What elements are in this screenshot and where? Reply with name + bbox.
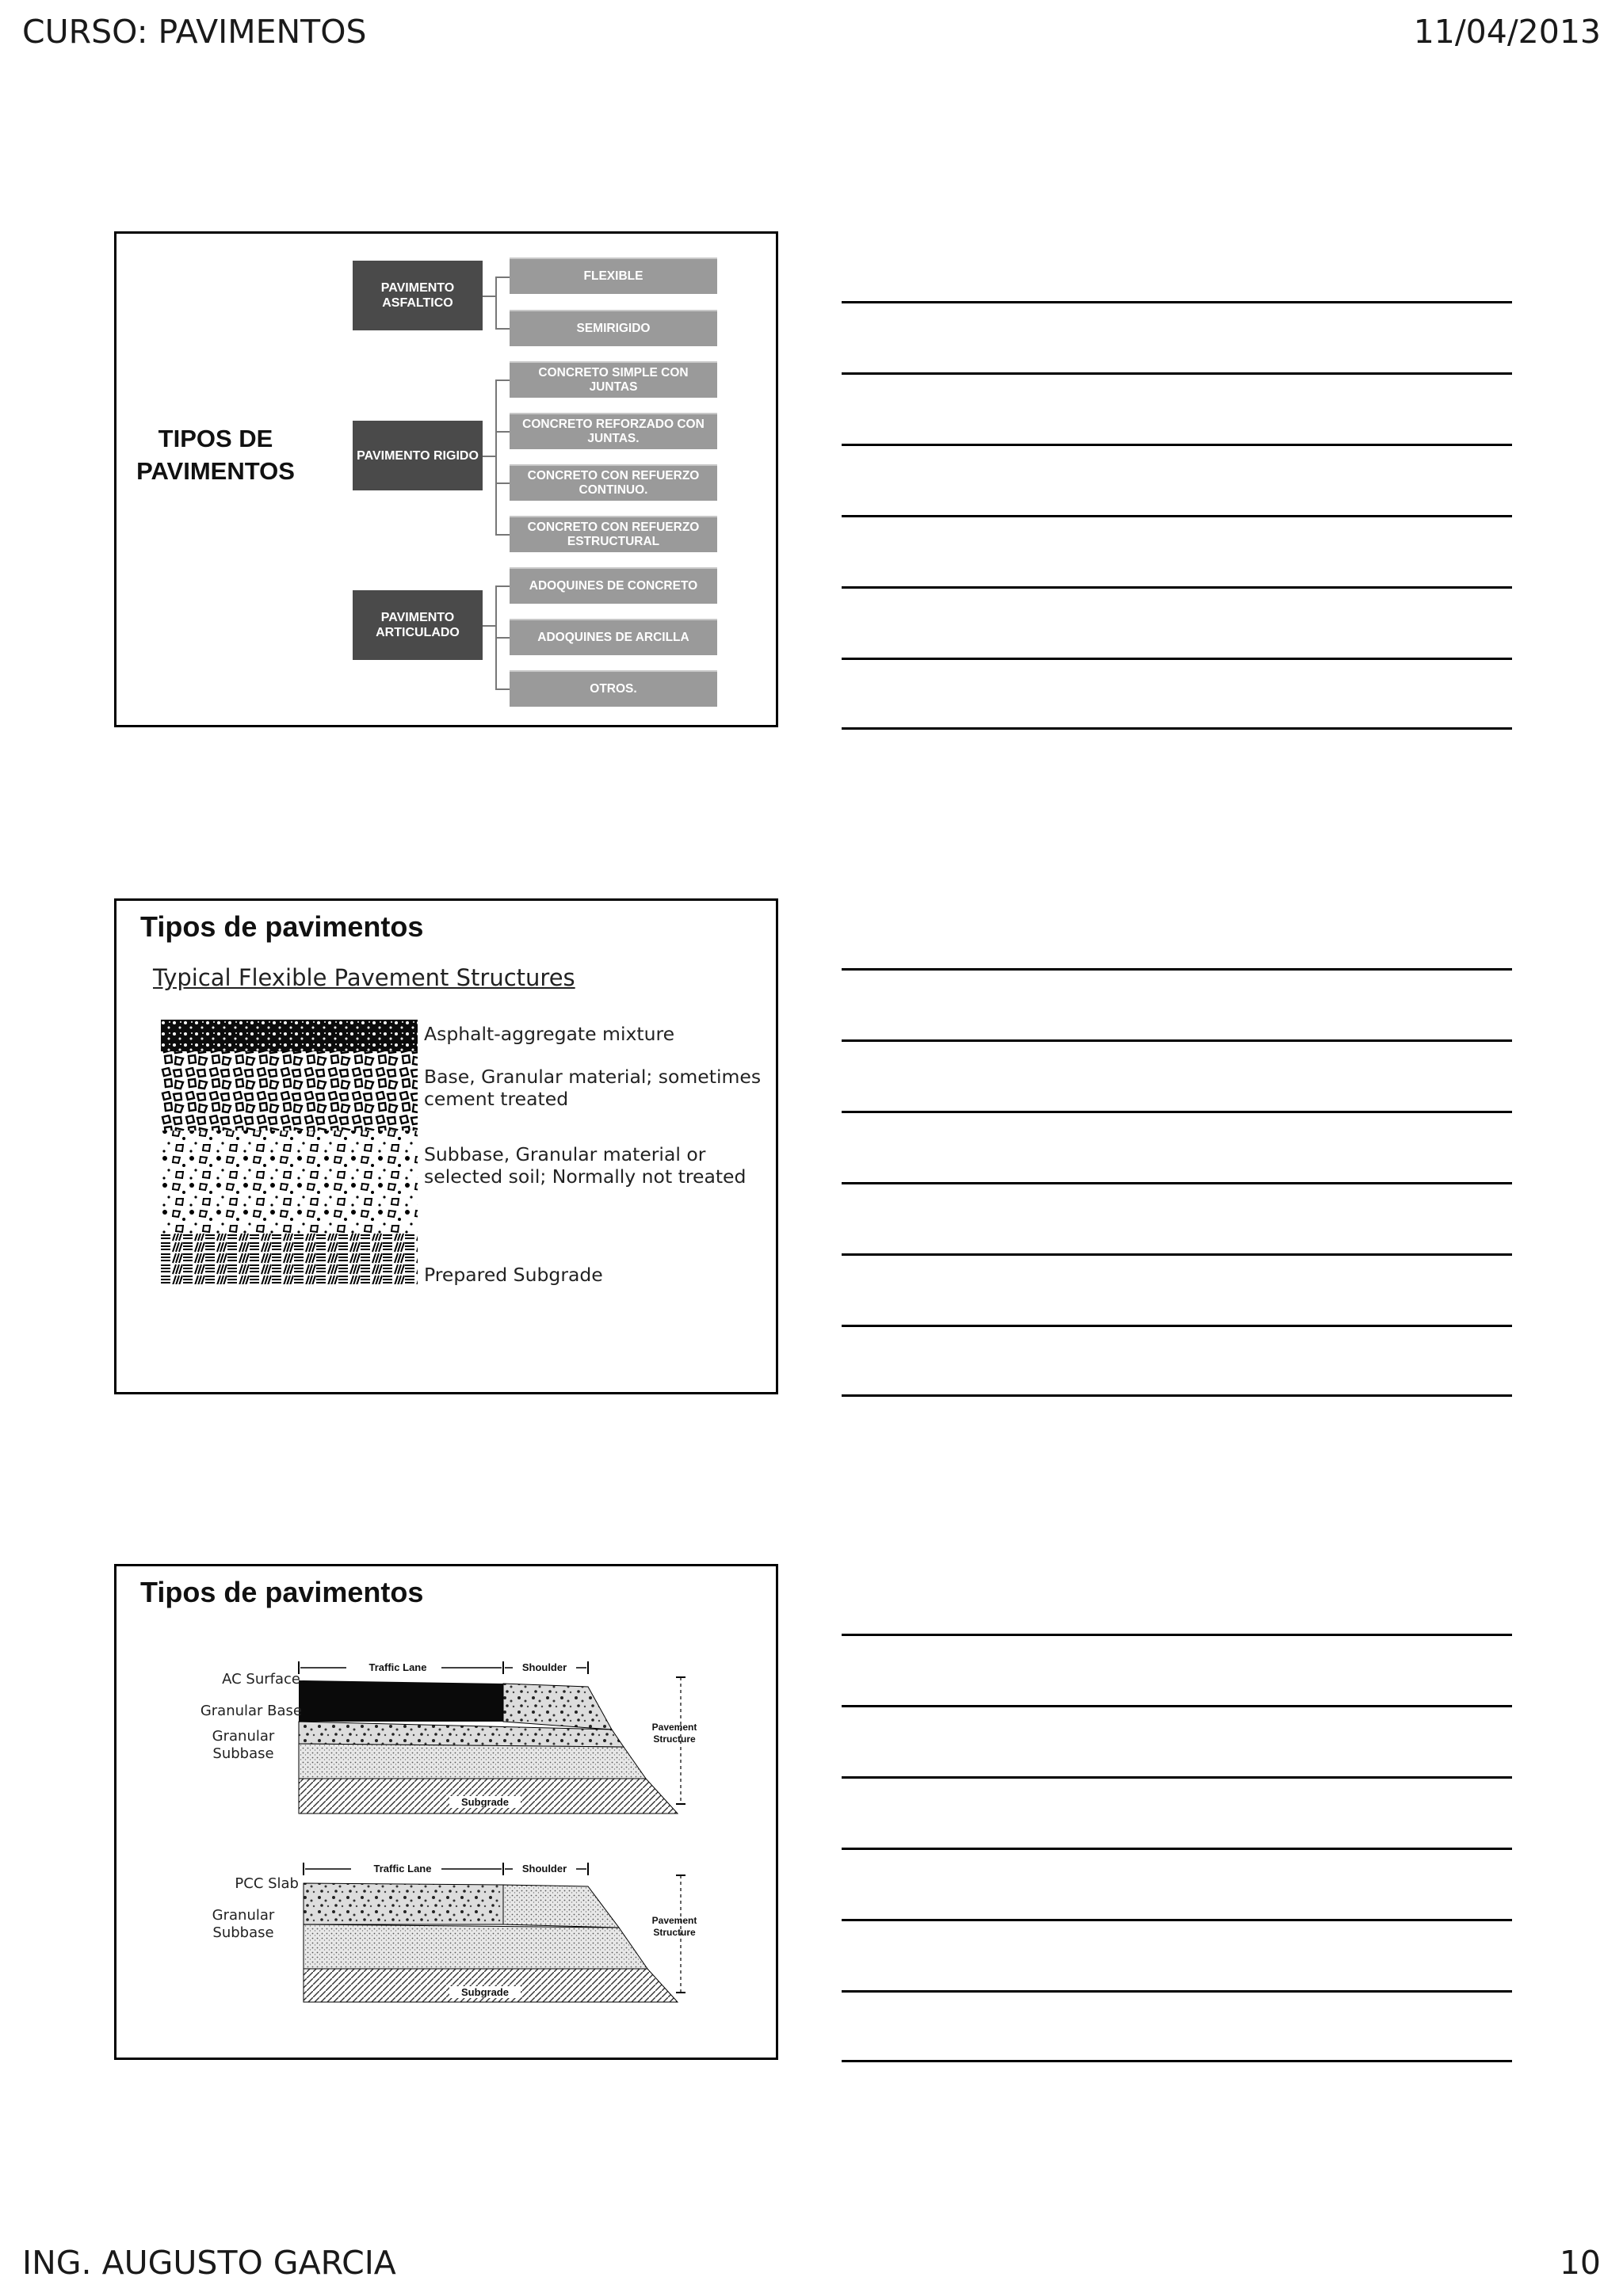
slide-subtitle: Typical Flexible Pavement Structures bbox=[153, 964, 575, 991]
note-line bbox=[842, 1634, 1512, 1636]
connector-line bbox=[495, 277, 497, 329]
type-concreto-refuerzo-continuo: CONCRETO CON REFUERZO CONTINUO. bbox=[510, 464, 717, 501]
connector-line bbox=[483, 296, 495, 297]
connector-line bbox=[483, 456, 495, 457]
connector-line bbox=[495, 431, 510, 433]
footer-page-number: 10 bbox=[1559, 2244, 1601, 2282]
label-granular-subbase: Granular Subbase bbox=[212, 1907, 275, 1941]
note-line bbox=[842, 1394, 1512, 1397]
note-line bbox=[842, 515, 1512, 517]
note-line bbox=[842, 1848, 1512, 1850]
label-pavement-structure: Pavement Structure bbox=[651, 1915, 697, 1938]
layer-label-subgrade: Prepared Subgrade bbox=[424, 1264, 603, 1286]
connector-line bbox=[483, 625, 495, 627]
label-traffic-lane: Traffic Lane bbox=[369, 1661, 427, 1673]
connector-line bbox=[495, 277, 510, 278]
type-adoquines-concreto: ADOQUINES DE CONCRETO bbox=[510, 567, 717, 604]
label-granular-base: Granular Base bbox=[200, 1703, 302, 1719]
note-line bbox=[842, 1990, 1512, 1993]
note-line bbox=[842, 968, 1512, 971]
label-granular-subbase: Granular Subbase bbox=[212, 1728, 275, 1762]
type-adoquines-arcilla: ADOQUINES DE ARCILLA bbox=[510, 619, 717, 655]
layer-label-base: Base, Granular material; sometimes cement treated bbox=[424, 1066, 762, 1110]
label-ac-surface: AC Surface bbox=[222, 1671, 300, 1688]
footer-author: ING. AUGUSTO GARCIA bbox=[22, 2244, 396, 2282]
note-line bbox=[842, 1919, 1512, 1921]
label-traffic-lane: Traffic Lane bbox=[373, 1863, 432, 1875]
slide-pavement-cross-sections bbox=[114, 1564, 778, 2060]
slide-flexible-pavement-structure bbox=[114, 898, 778, 1394]
note-line bbox=[842, 1111, 1512, 1113]
note-line bbox=[842, 1325, 1512, 1327]
header-course-title: CURSO: PAVIMENTOS bbox=[22, 13, 367, 51]
note-line bbox=[842, 727, 1512, 730]
note-line bbox=[842, 2060, 1512, 2062]
label-pavement-structure: Pavement Structure bbox=[651, 1722, 697, 1745]
note-line bbox=[842, 1182, 1512, 1184]
label-shoulder: Shoulder bbox=[521, 1863, 567, 1875]
connector-line bbox=[495, 482, 510, 484]
note-line bbox=[842, 372, 1512, 375]
note-line bbox=[842, 444, 1512, 446]
type-flexible: FLEXIBLE bbox=[510, 257, 717, 294]
label-pcc-slab: PCC Slab bbox=[235, 1875, 299, 1892]
type-concreto-refuerzo-estructural: CONCRETO CON REFUERZO ESTRUCTURAL bbox=[510, 516, 717, 552]
connector-line bbox=[495, 534, 510, 536]
connector-line bbox=[495, 379, 497, 535]
cross-section-diagrams bbox=[116, 1566, 776, 2058]
slide-tipos-de-pavimentos-diagram bbox=[114, 231, 778, 727]
note-line bbox=[842, 1705, 1512, 1707]
category-pavimento-asfaltico: PAVIMENTO ASFALTICO bbox=[353, 261, 483, 330]
connector-line bbox=[495, 688, 510, 690]
slide-title: Tipos de pavimentos bbox=[140, 1576, 424, 1608]
category-pavimento-rigido: PAVIMENTO RIGIDO bbox=[353, 421, 483, 490]
type-semirigido: SEMIRIGIDO bbox=[510, 310, 717, 346]
header-date: 11/04/2013 bbox=[1413, 13, 1601, 51]
connector-line bbox=[495, 379, 510, 381]
label-subgrade: Subgrade bbox=[449, 1796, 521, 1808]
note-line bbox=[842, 1776, 1512, 1779]
label-shoulder: Shoulder bbox=[521, 1661, 567, 1673]
slide-title: TIPOS DE PAVIMENTOS bbox=[136, 425, 295, 485]
connector-line bbox=[495, 585, 510, 587]
slide-title: Tipos de pavimentos bbox=[140, 910, 424, 943]
type-otros: OTROS. bbox=[510, 670, 717, 707]
layer-label-asphalt: Asphalt-aggregate mixture bbox=[424, 1023, 675, 1045]
type-concreto-simple: CONCRETO SIMPLE CON JUNTAS bbox=[510, 361, 717, 398]
pavement-layers-illustration bbox=[161, 1020, 418, 1289]
rigid-cross-section bbox=[304, 1863, 685, 2002]
category-pavimento-articulado: PAVIMENTO ARTICULADO bbox=[353, 590, 483, 660]
layer-label-subbase: Subbase, Granular material or selected soil; Normally not treated bbox=[424, 1143, 747, 1188]
note-line bbox=[842, 301, 1512, 303]
type-concreto-reforzado: CONCRETO REFORZADO CON JUNTAS. bbox=[510, 413, 717, 449]
flexible-cross-section bbox=[299, 1661, 685, 1814]
note-line bbox=[842, 1253, 1512, 1256]
connector-line bbox=[495, 328, 510, 330]
connector-line bbox=[495, 637, 510, 639]
label-subgrade: Subgrade bbox=[449, 1986, 521, 1998]
note-line bbox=[842, 1039, 1512, 1042]
note-line bbox=[842, 658, 1512, 660]
note-line bbox=[842, 586, 1512, 589]
